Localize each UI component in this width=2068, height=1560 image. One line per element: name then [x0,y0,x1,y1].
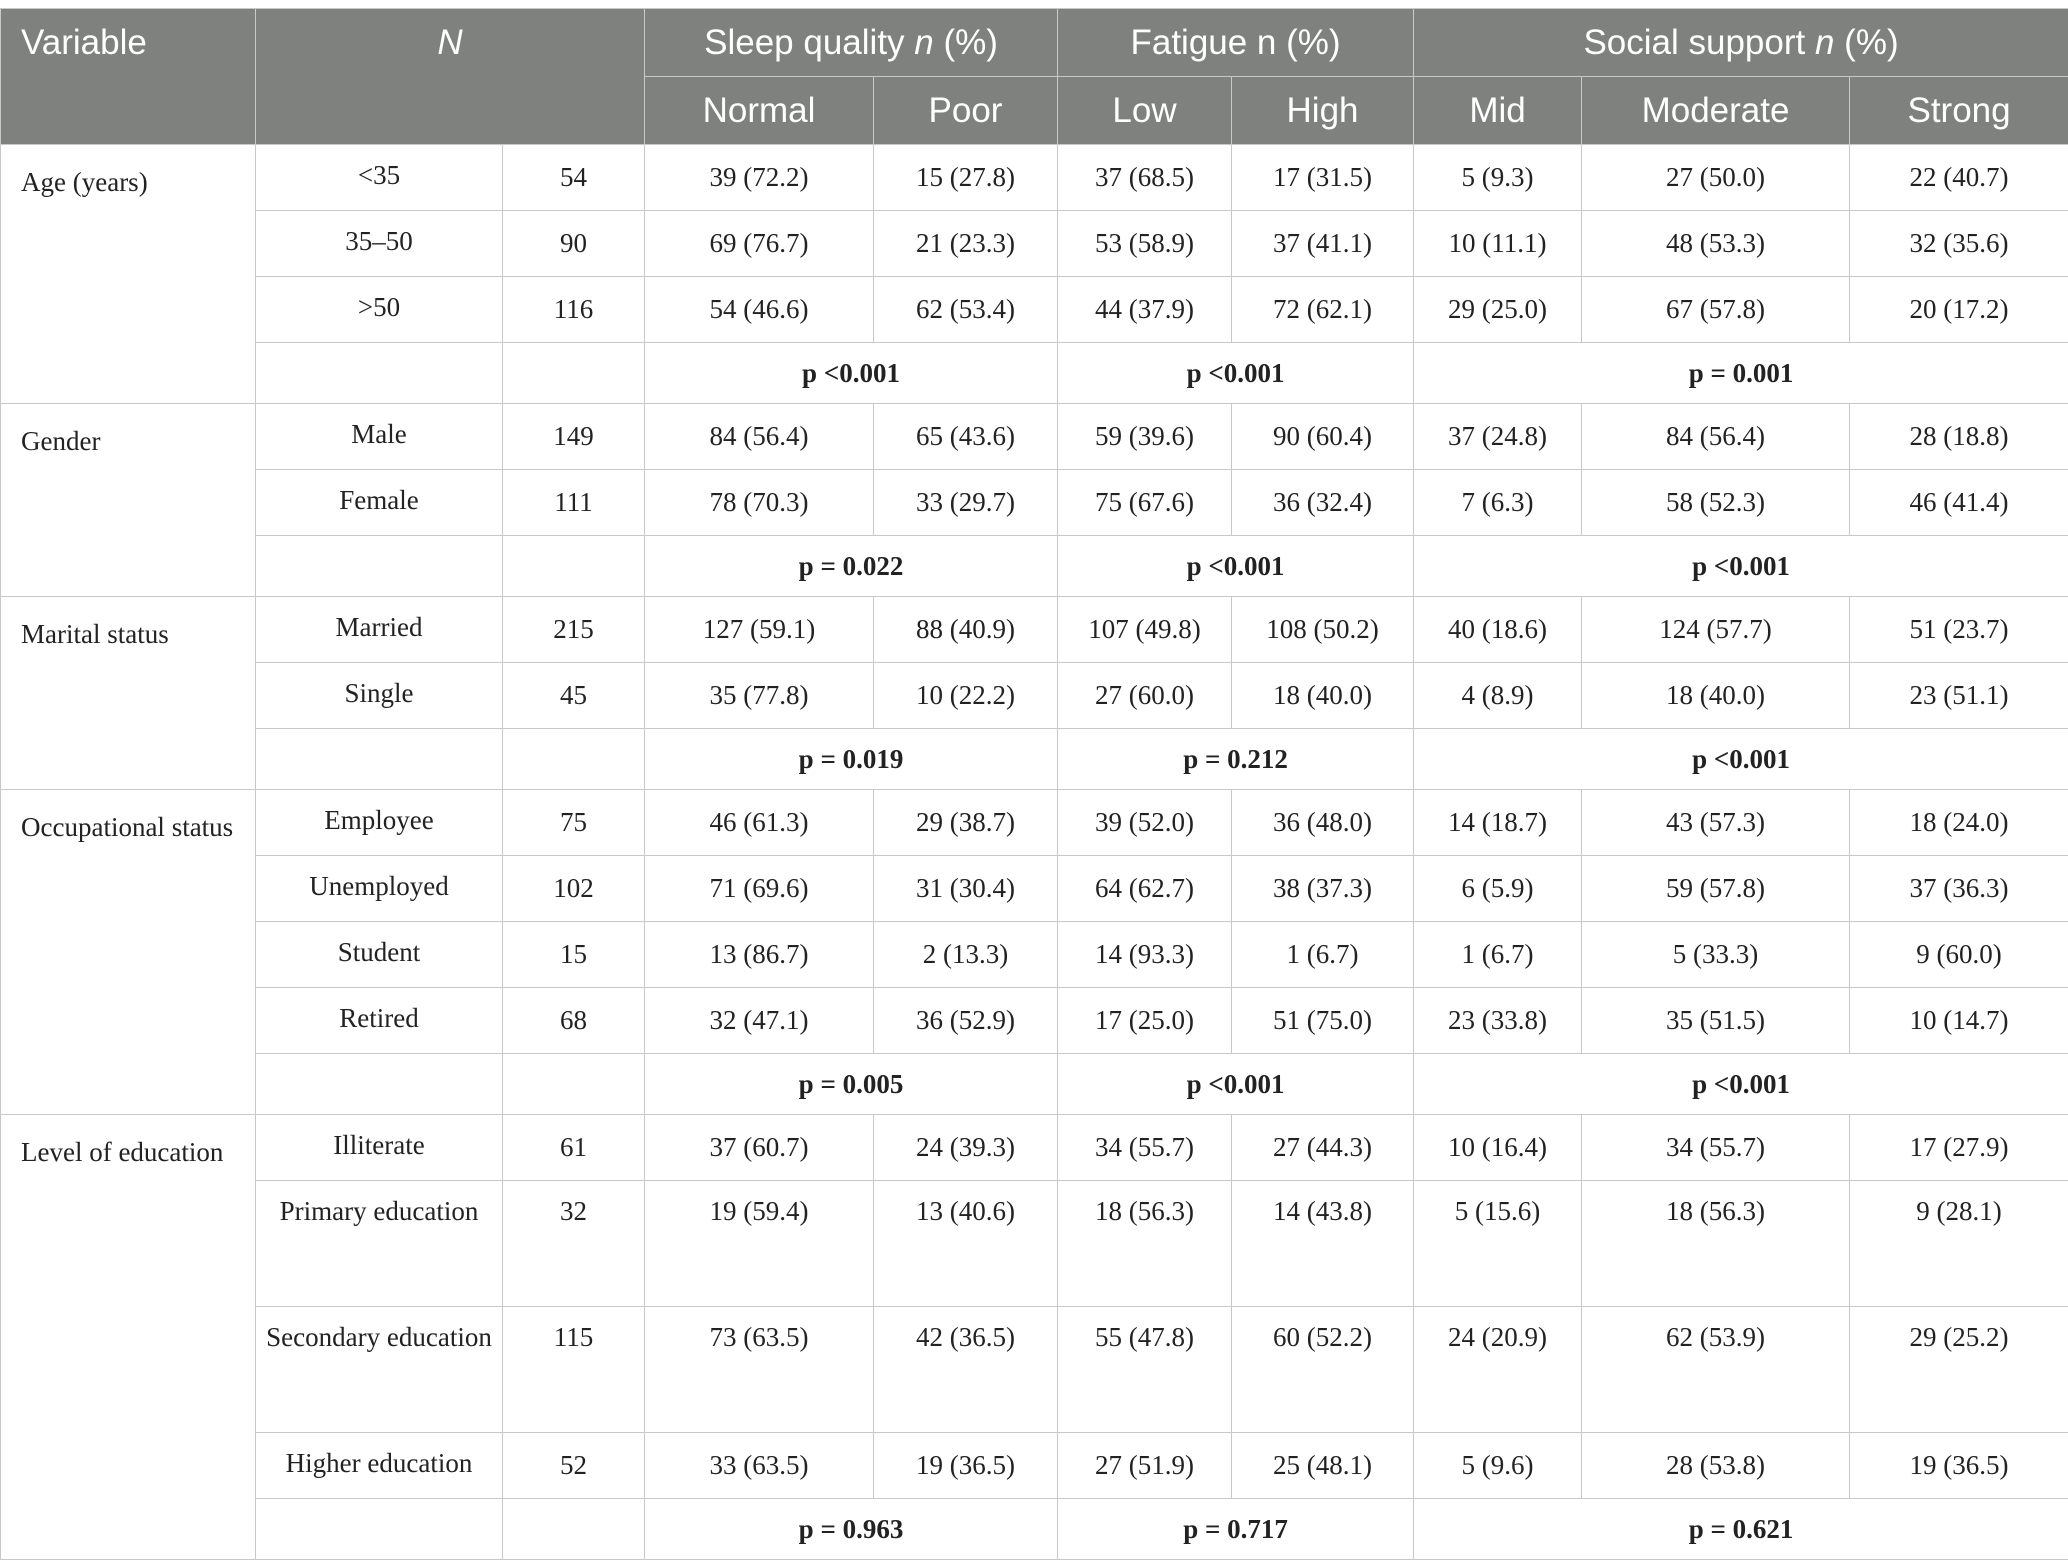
table-body [1,145,2068,1560]
value-cell: 5 (9.6) [1414,1433,1582,1499]
variable-cell: Occupational status [1,790,256,1115]
value-cell: 19 (36.5) [1850,1433,2068,1499]
n-cell: 111 [503,470,645,536]
value-cell: 21 (23.3) [874,211,1058,277]
value-cell: 31 (30.4) [874,856,1058,922]
header-social-support-text: Social support [1583,23,1815,62]
value-cell: 65 (43.6) [874,404,1058,470]
category-cell: Primary education [256,1181,503,1307]
table-row [1,988,2068,1054]
category-cell: Retired [256,988,503,1054]
category-cell: Married [256,597,503,663]
value-cell: 29 (38.7) [874,790,1058,856]
value-cell: 84 (56.4) [1582,404,1850,470]
n-cell: 32 [503,1181,645,1307]
value-cell: 25 (48.1) [1232,1433,1414,1499]
value-cell: 60 (52.2) [1232,1307,1414,1433]
header-strong: Strong [1850,77,2068,145]
value-cell: 55 (47.8) [1058,1307,1232,1433]
table-row [1,1433,2068,1499]
value-cell: 37 (24.8) [1414,404,1582,470]
value-cell: 88 (40.9) [874,597,1058,663]
table-row [1,922,2068,988]
value-cell: 39 (72.2) [645,145,874,211]
table-row [1,1115,2068,1181]
empty-cell [503,1054,645,1115]
value-cell: 7 (6.3) [1414,470,1582,536]
value-cell: 22 (40.7) [1850,145,2068,211]
table-row [1,597,2068,663]
category-cell: Employee [256,790,503,856]
category-cell: 35–50 [256,211,503,277]
value-cell: 69 (76.7) [645,211,874,277]
value-cell: 23 (51.1) [1850,663,2068,729]
value-cell: 107 (49.8) [1058,597,1232,663]
value-cell: 17 (31.5) [1232,145,1414,211]
p-value-sleep-quality: p = 0.963 [645,1499,1058,1560]
value-cell: 42 (36.5) [874,1307,1058,1433]
value-cell: 90 (60.4) [1232,404,1414,470]
value-cell: 17 (27.9) [1850,1115,2068,1181]
value-cell: 84 (56.4) [645,404,874,470]
value-cell: 124 (57.7) [1582,597,1850,663]
value-cell: 62 (53.4) [874,277,1058,343]
value-cell: 127 (59.1) [645,597,874,663]
value-cell: 24 (39.3) [874,1115,1058,1181]
value-cell: 19 (36.5) [874,1433,1058,1499]
value-cell: 5 (9.3) [1414,145,1582,211]
p-value-social-support: p <0.001 [1414,1054,2068,1115]
value-cell: 28 (18.8) [1850,404,2068,470]
header-fatigue: Fatigue n (%) [1058,9,1414,77]
value-cell: 64 (62.7) [1058,856,1232,922]
value-cell: 33 (63.5) [645,1433,874,1499]
n-cell: 61 [503,1115,645,1181]
value-cell: 20 (17.2) [1850,277,2068,343]
n-cell: 75 [503,790,645,856]
value-cell: 24 (20.9) [1414,1307,1582,1433]
table-row [1,470,2068,536]
value-cell: 51 (23.7) [1850,597,2068,663]
empty-cell [503,1499,645,1560]
empty-cell [503,343,645,404]
value-cell: 71 (69.6) [645,856,874,922]
p-value-social-support: p <0.001 [1414,729,2068,790]
value-cell: 67 (57.8) [1582,277,1850,343]
value-cell: 48 (53.3) [1582,211,1850,277]
value-cell: 36 (48.0) [1232,790,1414,856]
variable-cell: Gender [1,404,256,597]
value-cell: 73 (63.5) [645,1307,874,1433]
category-cell: Male [256,404,503,470]
value-cell: 23 (33.8) [1414,988,1582,1054]
table-row [1,663,2068,729]
value-cell: 46 (61.3) [645,790,874,856]
value-cell: 19 (59.4) [645,1181,874,1307]
value-cell: 38 (37.3) [1232,856,1414,922]
value-cell: 29 (25.2) [1850,1307,2068,1433]
header-row-top [1,9,2068,77]
n-cell: 15 [503,922,645,988]
p-value-social-support: p <0.001 [1414,536,2068,597]
value-cell: 35 (77.8) [645,663,874,729]
n-cell: 215 [503,597,645,663]
category-cell: Female [256,470,503,536]
header-normal: Normal [645,77,874,145]
table-row [1,145,2068,211]
p-value-fatigue: p = 0.212 [1058,729,1414,790]
p-value-row [1,1054,2068,1115]
value-cell: 2 (13.3) [874,922,1058,988]
table-row [1,277,2068,343]
value-cell: 27 (51.9) [1058,1433,1232,1499]
value-cell: 53 (58.9) [1058,211,1232,277]
value-cell: 75 (67.6) [1058,470,1232,536]
value-cell: 78 (70.3) [645,470,874,536]
value-cell: 32 (47.1) [645,988,874,1054]
table-row [1,211,2068,277]
value-cell: 58 (52.3) [1582,470,1850,536]
value-cell: 18 (40.0) [1232,663,1414,729]
p-value-fatigue: p = 0.717 [1058,1499,1414,1560]
value-cell: 14 (18.7) [1414,790,1582,856]
category-cell: Single [256,663,503,729]
value-cell: 34 (55.7) [1058,1115,1232,1181]
empty-cell [256,1499,503,1560]
p-value-sleep-quality: p = 0.019 [645,729,1058,790]
value-cell: 34 (55.7) [1582,1115,1850,1181]
category-cell: Secondary education [256,1307,503,1433]
header-sleep-quality [645,9,1058,77]
p-value-row [1,729,2068,790]
value-cell: 36 (52.9) [874,988,1058,1054]
header-n: N [256,9,645,145]
value-cell: 5 (15.6) [1414,1181,1582,1307]
p-value-fatigue: p <0.001 [1058,1054,1414,1115]
value-cell: 1 (6.7) [1414,922,1582,988]
value-cell: 27 (50.0) [1582,145,1850,211]
results-table [0,8,2068,1560]
empty-cell [256,729,503,790]
header-variable: Variable [1,9,256,145]
table-header [1,9,2068,145]
value-cell: 28 (53.8) [1582,1433,1850,1499]
category-cell: Higher education [256,1433,503,1499]
p-value-fatigue: p <0.001 [1058,343,1414,404]
value-cell: 37 (36.3) [1850,856,2068,922]
value-cell: 59 (39.6) [1058,404,1232,470]
value-cell: 10 (22.2) [874,663,1058,729]
n-cell: 68 [503,988,645,1054]
n-cell: 102 [503,856,645,922]
p-value-sleep-quality: p = 0.005 [645,1054,1058,1115]
value-cell: 35 (51.5) [1582,988,1850,1054]
n-cell: 54 [503,145,645,211]
header-moderate: Moderate [1582,77,1850,145]
value-cell: 33 (29.7) [874,470,1058,536]
value-cell: 5 (33.3) [1582,922,1850,988]
p-value-row [1,536,2068,597]
variable-cell: Age (years) [1,145,256,404]
category-cell: Unemployed [256,856,503,922]
value-cell: 15 (27.8) [874,145,1058,211]
value-cell: 14 (43.8) [1232,1181,1414,1307]
value-cell: 4 (8.9) [1414,663,1582,729]
table-row [1,404,2068,470]
table-row [1,1307,2068,1433]
value-cell: 10 (16.4) [1414,1115,1582,1181]
category-cell: <35 [256,145,503,211]
p-value-sleep-quality: p = 0.022 [645,536,1058,597]
value-cell: 27 (44.3) [1232,1115,1414,1181]
value-cell: 54 (46.6) [645,277,874,343]
value-cell: 59 (57.8) [1582,856,1850,922]
empty-cell [503,729,645,790]
value-cell: 40 (18.6) [1414,597,1582,663]
empty-cell [256,536,503,597]
value-cell: 46 (41.4) [1850,470,2068,536]
table-row [1,790,2068,856]
header-social-support-pct: (%) [1834,23,1898,62]
header-social-support-n: n [1815,23,1834,62]
table-row [1,856,2068,922]
value-cell: 51 (75.0) [1232,988,1414,1054]
value-cell: 36 (32.4) [1232,470,1414,536]
value-cell: 39 (52.0) [1058,790,1232,856]
value-cell: 13 (86.7) [645,922,874,988]
value-cell: 18 (56.3) [1582,1181,1850,1307]
header-sleep-quality-pct: (%) [934,23,998,62]
value-cell: 72 (62.1) [1232,277,1414,343]
header-sleep-quality-n: n [914,23,933,62]
value-cell: 18 (40.0) [1582,663,1850,729]
variable-cell: Level of education [1,1115,256,1560]
value-cell: 37 (41.1) [1232,211,1414,277]
header-mid: Mid [1414,77,1582,145]
table-row [1,1181,2068,1307]
value-cell: 44 (37.9) [1058,277,1232,343]
header-high: High [1232,77,1414,145]
p-value-sleep-quality: p <0.001 [645,343,1058,404]
category-cell: Illiterate [256,1115,503,1181]
value-cell: 14 (93.3) [1058,922,1232,988]
header-poor: Poor [874,77,1058,145]
value-cell: 18 (56.3) [1058,1181,1232,1307]
value-cell: 37 (60.7) [645,1115,874,1181]
n-cell: 116 [503,277,645,343]
p-value-row [1,343,2068,404]
value-cell: 13 (40.6) [874,1181,1058,1307]
value-cell: 1 (6.7) [1232,922,1414,988]
value-cell: 10 (11.1) [1414,211,1582,277]
category-cell: Student [256,922,503,988]
p-value-social-support: p = 0.001 [1414,343,2068,404]
p-value-fatigue: p <0.001 [1058,536,1414,597]
p-value-row [1,1499,2068,1560]
header-social-support [1414,9,2068,77]
category-cell: >50 [256,277,503,343]
value-cell: 10 (14.7) [1850,988,2068,1054]
value-cell: 27 (60.0) [1058,663,1232,729]
n-cell: 45 [503,663,645,729]
value-cell: 6 (5.9) [1414,856,1582,922]
header-low: Low [1058,77,1232,145]
variable-cell: Marital status [1,597,256,790]
value-cell: 18 (24.0) [1850,790,2068,856]
value-cell: 29 (25.0) [1414,277,1582,343]
p-value-social-support: p = 0.621 [1414,1499,2068,1560]
value-cell: 43 (57.3) [1582,790,1850,856]
value-cell: 37 (68.5) [1058,145,1232,211]
n-cell: 149 [503,404,645,470]
n-cell: 52 [503,1433,645,1499]
value-cell: 32 (35.6) [1850,211,2068,277]
value-cell: 62 (53.9) [1582,1307,1850,1433]
value-cell: 9 (28.1) [1850,1181,2068,1307]
empty-cell [256,343,503,404]
empty-cell [256,1054,503,1115]
n-cell: 90 [503,211,645,277]
value-cell: 17 (25.0) [1058,988,1232,1054]
value-cell: 108 (50.2) [1232,597,1414,663]
header-sleep-quality-text: Sleep quality [704,23,914,62]
n-cell: 115 [503,1307,645,1433]
value-cell: 9 (60.0) [1850,922,2068,988]
empty-cell [503,536,645,597]
